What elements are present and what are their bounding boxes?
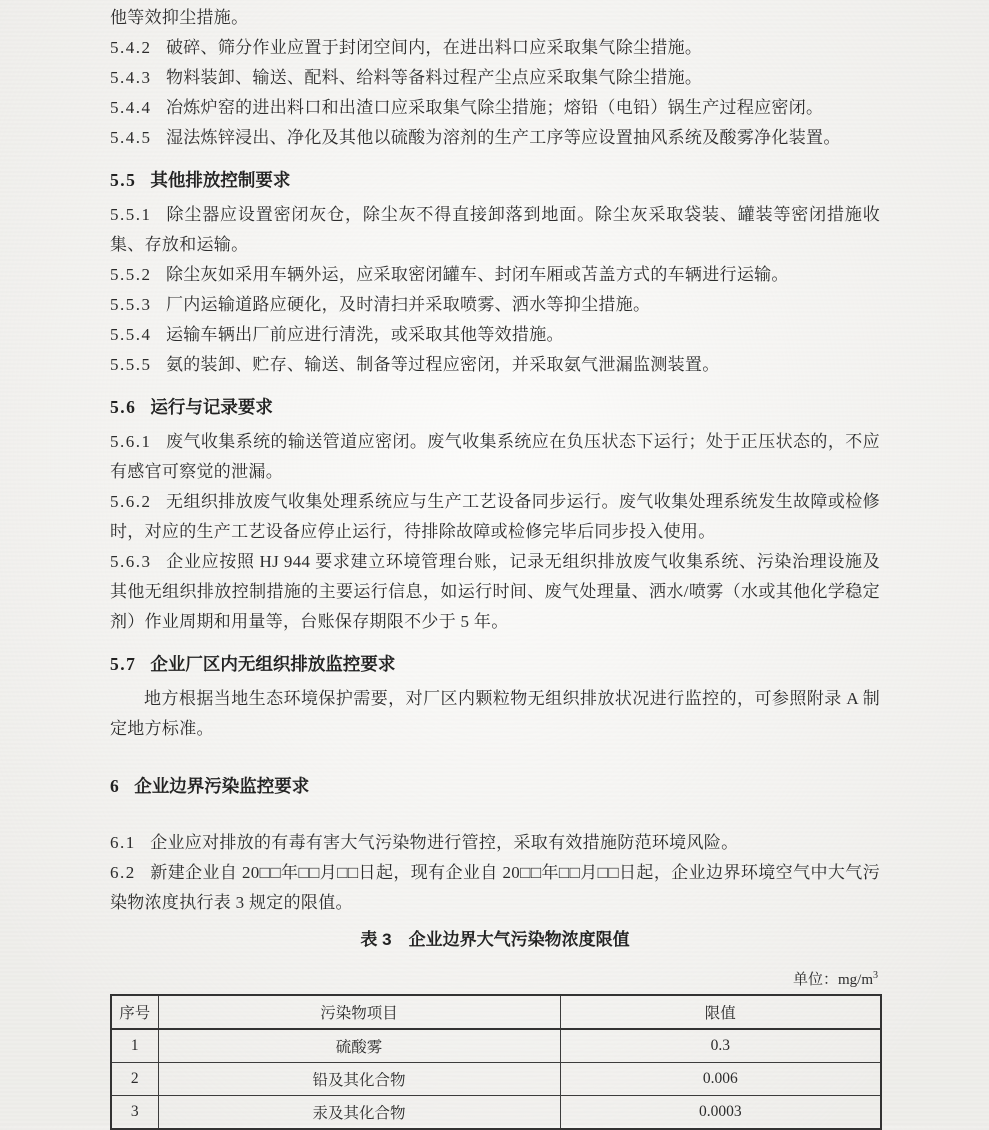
header-index: 序号 [111,995,158,1029]
clause-text: 废气收集系统的输送管道应密闭。废气收集系统应在负压状态下运行；处于正压状态的，不应有感官可察觉的泄漏。 [110,432,880,481]
clause-number: 5.6.3 [110,552,152,571]
table-row [111,1096,881,1130]
cell-pollutant: 汞及其化合物 [158,1096,560,1130]
heading-title: 其他排放控制要求 [150,170,291,190]
header-limit: 限值 [560,995,881,1029]
clause-text: 湿法炼锌浸出、净化及其他以硫酸为溶剂的生产工序等应设置抽风系统及酸雾净化装置。 [165,128,841,147]
clause-text: 破碎、筛分作业应置于封闭空间内，在进出料口应采取集气除尘措施。 [165,38,703,57]
pollutant-limits-table [110,994,882,1130]
clause-5-5-5 [110,350,880,380]
clause-text: 除尘器应设置密闭灰仓，除尘灰不得直接卸落到地面。除尘灰采取袋装、罐装等密闭措施收集、存放和运输。 [110,205,880,254]
clause-5-4-5 [110,123,880,153]
clause-5-6-1 [110,427,880,487]
clause-text: 企业应按照 HJ 944 要求建立环境管理台账，记录无组织排放废气收集系统、污染治理设施及其他无组织排放控制措施的主要运行信息，如运行时间、废气处理量、洒水/喷雾（水或其他化学稳定剂）作业周期和用量等，台账保存期限不少于 5 年。 [110,552,880,631]
clause-number: 5.4.5 [110,128,152,147]
clause-text: 物料装卸、输送、配料、给料等备料过程产尘点应采取集气除尘措施。 [165,68,703,87]
table-header-row [111,995,881,1029]
table-3-caption: 表 3 企业边界大气污染物浓度限值 [360,930,630,949]
clause-number: 5.5.4 [110,325,152,344]
clause-text: 企业应对排放的有毒有害大气污染物进行管控，采取有效措施防范环境风险。 [150,833,739,852]
clause-number: 5.4.4 [110,98,152,117]
cell-limit: 0.0003 [560,1096,881,1130]
clause-5-5-2 [110,260,880,290]
clause-number: 5.6.2 [110,492,152,511]
clause-6-2 [110,858,880,918]
clause-number: 5.4.2 [110,38,152,57]
unit-text: 单位：mg/m [792,972,873,988]
clause-text: 冶炼炉窑的进出料口和出渣口应采取集气除尘措施；熔铅（电铅）锅生产过程应密闭。 [165,98,824,117]
clause-text: 除尘灰如采用车辆外运，应采取密闭罐车、封闭车厢或苫盖方式的车辆进行运输。 [165,265,789,284]
clause-number: 6.2 [110,863,136,882]
clause-text: 无组织排放废气收集处理系统应与生产工艺设备同步运行。废气收集处理系统发生故障或检修时，对应的生产工艺设备应停止运行，待排除故障或检修完毕后同步投入使用。 [110,492,880,541]
heading-number: 5.7 [110,654,137,674]
clause-text: 氨的装卸、贮存、输送、制备等过程应密闭，并采取氨气泄漏监测装置。 [165,355,720,374]
paragraph-continuation: 他等效抑尘措施。 [110,8,249,27]
clause-text: 运输车辆出厂前应进行清洗，或采取其他等效措施。 [165,325,564,344]
table-row [111,1029,881,1063]
clause-number: 5.6.1 [110,432,152,451]
heading-title: 运行与记录要求 [150,397,273,417]
clause-5-5-4 [110,320,880,350]
clause-number: 5.5.2 [110,265,152,284]
cell-pollutant: 铅及其化合物 [158,1063,560,1096]
heading-title: 企业边界污染监控要求 [134,776,310,796]
heading-title: 企业厂区内无组织排放监控要求 [150,654,396,674]
clause-number: 5.5.5 [110,355,152,374]
cell-index: 2 [111,1063,158,1096]
heading-number: 5.5 [110,170,137,190]
clause-number: 5.5.3 [110,295,152,314]
table-row [111,1063,881,1096]
section-heading-5-7 [110,649,880,679]
cell-limit: 0.006 [560,1063,881,1096]
clause-5-6-3 [110,547,880,637]
cell-pollutant: 硫酸雾 [158,1029,560,1063]
heading-number: 5.6 [110,397,137,417]
clause-5-5-3 [110,290,880,320]
cell-limit: 0.3 [560,1029,881,1063]
unit-superscript: 3 [873,970,878,981]
heading-number: 6 [110,776,121,796]
cell-index: 3 [111,1096,158,1130]
table-unit-label [110,965,878,991]
header-pollutant: 污染物项目 [158,995,560,1029]
clause-5-4-3 [110,63,880,93]
clause-number: 5.4.3 [110,68,152,87]
clause-text: 新建企业自 20□□年□□月□□日起，现有企业自 20□□年□□月□□日起，企业边界环境空气中大气污染物浓度执行表 3 规定的限值。 [110,863,880,912]
clause-number: 6.1 [110,833,136,852]
clause-5-6-2 [110,487,880,547]
clause-5-4-4 [110,93,880,123]
clause-5-5-1 [110,200,880,260]
section-heading-5-5 [110,165,880,195]
chapter-heading-6 [110,771,880,801]
clause-number: 5.5.1 [110,205,152,224]
paragraph-5-7: 地方根据当地生态环境保护需要，对厂区内颗粒物无组织排放状况进行监控的，可参照附录 A 制定地方标准。 [110,689,880,738]
section-heading-5-6 [110,392,880,422]
clause-6-1 [110,828,880,858]
cell-index: 1 [111,1029,158,1063]
clause-text: 厂内运输道路应硬化，及时清扫并采取喷雾、洒水等抑尘措施。 [165,295,651,314]
clause-5-4-2 [110,33,880,63]
